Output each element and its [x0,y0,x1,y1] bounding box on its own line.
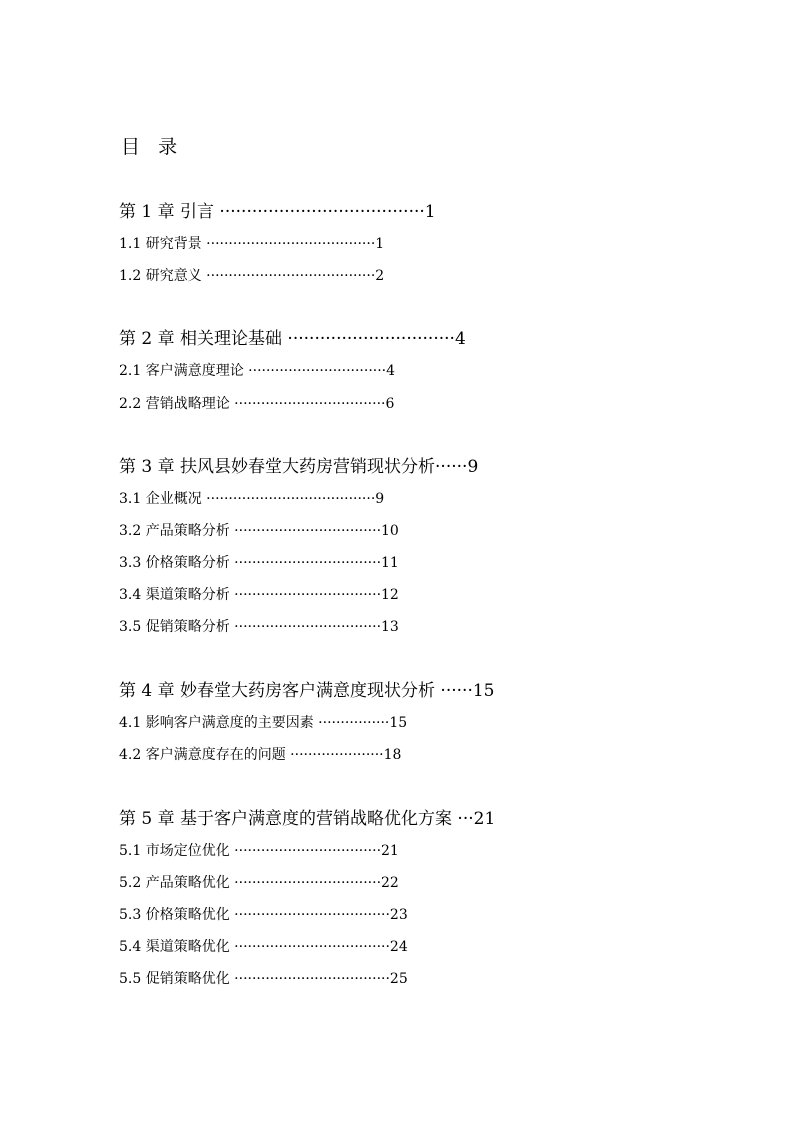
toc-title: 目 录 [121,136,180,158]
toc-entry-text: 5.4 渠道策略优化 ···································24 [119,939,408,955]
toc-section-4-1 [119,714,407,732]
toc-section-3-2 [119,522,399,540]
toc-section-1-1 [119,235,384,253]
toc-entry-text: 5.5 促销策略优化 ···································25 [119,971,408,987]
toc-entry-text: 3.2 产品策略分析 ·································10 [119,523,399,539]
toc-entry-text: 第 3 章 扶风县妙春堂大药房营销现状分析······9 [119,457,479,477]
toc-entry-text: 3.4 渠道策略分析 ·································12 [119,587,399,603]
toc-entry-text: 3.3 价格策略分析 ·································11 [119,555,399,571]
toc-entry-text: 1.2 研究意义 ······································2 [119,268,385,284]
toc-section-5-3 [119,906,408,924]
toc-section-5-1 [119,842,399,860]
toc-entry-text: 4.1 影响客户满意度的主要因素 ················15 [119,715,408,731]
toc-entry-text: 3.1 企业概况 ······································9 [119,491,385,507]
toc-chapter-2 [119,328,466,350]
toc-section-5-5 [119,970,408,988]
toc-entry-text: 5.3 价格策略优化 ···································23 [119,907,408,923]
toc-entry-text: 3.5 促销策略分析 ·································13 [119,619,399,635]
toc-chapter-3 [119,456,478,478]
toc-section-5-4 [119,938,408,956]
toc-section-3-3 [119,554,399,572]
toc-section-4-2 [119,746,401,764]
toc-entry-text: 第 2 章 相关理论基础 ·······························4 [119,329,466,349]
toc-section-1-2 [119,267,384,285]
toc-chapter-4 [119,680,495,702]
toc-section-5-2 [119,874,399,892]
toc-entry-text: 5.1 市场定位优化 ·································21 [119,843,399,859]
toc-section-3-1 [119,490,384,508]
toc-entry-text: 2.1 客户满意度理论 ·······························4 [119,363,396,379]
toc-entry-text: 第 1 章 引言 ······································1 [119,202,436,222]
toc-section-3-4 [119,586,399,604]
toc-section-3-5 [119,618,399,636]
toc-entry-text: 1.1 研究背景 ······································1 [119,236,385,252]
toc-entry-text: 第 5 章 基于客户满意度的营销战略优化方案 ···21 [119,809,496,829]
toc-entry-text: 2.2 营销战略理论 ··································6 [119,396,395,412]
toc-section-2-1 [119,362,395,380]
toc-entry-text: 第 4 章 妙春堂大药房客户满意度现状分析 ······15 [119,681,495,701]
toc-chapter-5 [119,808,495,830]
toc-section-2-2 [119,395,394,413]
toc-chapter-1 [119,201,436,223]
toc-entry-text: 4.2 客户满意度存在的问题 ·····················18 [119,747,402,763]
toc-entry-text: 5.2 产品策略优化 ·································22 [119,875,399,891]
